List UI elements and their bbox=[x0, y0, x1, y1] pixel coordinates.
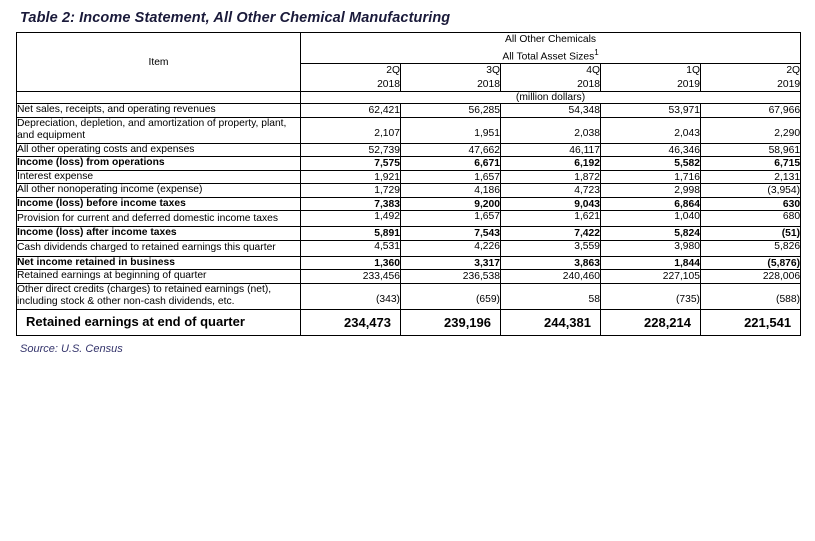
row-value: 6,715 bbox=[701, 157, 801, 171]
row-value: 2,038 bbox=[501, 117, 601, 143]
column-header-period-2 bbox=[401, 64, 501, 92]
period-quarter: 4Q bbox=[586, 65, 600, 77]
row-value: 4,723 bbox=[501, 184, 601, 198]
period-quarter: 2Q bbox=[386, 65, 400, 77]
row-value: 1,951 bbox=[401, 117, 501, 143]
row-label: Depreciation, depletion, and amortization of property, plant, and equipment bbox=[17, 117, 301, 143]
row-value: 5,891 bbox=[301, 227, 401, 241]
row-value: (588) bbox=[701, 283, 801, 309]
row-label: Retained earnings at beginning of quarter bbox=[17, 270, 301, 284]
row-value: 7,575 bbox=[301, 157, 401, 171]
row-value: 5,826 bbox=[701, 240, 801, 256]
row-value: 1,844 bbox=[601, 256, 701, 270]
row-value: 52,739 bbox=[301, 143, 401, 157]
column-header-period-5 bbox=[701, 64, 801, 92]
row-label: All other nonoperating income (expense) bbox=[17, 184, 301, 198]
period-year: 2019 bbox=[777, 78, 801, 90]
row-value: 53,971 bbox=[601, 104, 701, 118]
row-value: 6,671 bbox=[401, 157, 501, 171]
row-value: 227,105 bbox=[601, 270, 701, 284]
period-quarter: 2Q bbox=[786, 65, 801, 77]
row-value: 54,348 bbox=[501, 104, 601, 118]
table-group-header-row bbox=[17, 33, 801, 64]
group-header-line-2-text: All Total Asset Sizes bbox=[502, 51, 595, 63]
table-row bbox=[17, 157, 801, 171]
row-label: Interest expense bbox=[17, 170, 301, 184]
row-value: 1,657 bbox=[401, 170, 501, 184]
row-value: 233,456 bbox=[301, 270, 401, 284]
table-total-row bbox=[17, 309, 801, 335]
row-label: Net sales, receipts, and operating revenues bbox=[17, 104, 301, 118]
row-label: Net income retained in business bbox=[17, 256, 301, 270]
row-value: 2,290 bbox=[701, 117, 801, 143]
source-note: Source: U.S. Census bbox=[20, 342, 123, 355]
row-value: 67,966 bbox=[701, 104, 801, 118]
row-value: 62,421 bbox=[301, 104, 401, 118]
row-value: 240,460 bbox=[501, 270, 601, 284]
row-value: 1,921 bbox=[301, 170, 401, 184]
total-row-value: 228,214 bbox=[601, 309, 701, 335]
column-header-period-3 bbox=[501, 64, 601, 92]
row-value: 58 bbox=[501, 283, 601, 309]
period-year: 2018 bbox=[377, 78, 400, 90]
table-units-row bbox=[17, 92, 801, 104]
table-row bbox=[17, 170, 801, 184]
row-label: Income (loss) before income taxes bbox=[17, 197, 301, 211]
row-value: 1,621 bbox=[501, 211, 601, 227]
row-value: (343) bbox=[301, 283, 401, 309]
row-value: 1,040 bbox=[601, 211, 701, 227]
table-row bbox=[17, 143, 801, 157]
table-row bbox=[17, 197, 801, 211]
row-value: 680 bbox=[701, 211, 801, 227]
row-value: 6,192 bbox=[501, 157, 601, 171]
period-year: 2018 bbox=[477, 78, 500, 90]
row-value: 2,998 bbox=[601, 184, 701, 198]
column-header-item: Item bbox=[17, 33, 301, 92]
row-value: 3,559 bbox=[501, 240, 601, 256]
row-label: Other direct credits (charges) to retained earnings (net), including stock & other non-cash dividends, etc. bbox=[17, 283, 301, 309]
row-value: 7,543 bbox=[401, 227, 501, 241]
row-value: 9,043 bbox=[501, 197, 601, 211]
column-group-header bbox=[301, 33, 801, 64]
row-value: 3,863 bbox=[501, 256, 601, 270]
row-value: 56,285 bbox=[401, 104, 501, 118]
row-value: (735) bbox=[601, 283, 701, 309]
period-year: 2018 bbox=[577, 78, 600, 90]
row-value: (51) bbox=[701, 227, 801, 241]
column-header-period-4 bbox=[601, 64, 701, 92]
row-value: 58,961 bbox=[701, 143, 801, 157]
income-statement-table bbox=[16, 32, 801, 336]
group-header-line-2 bbox=[301, 46, 800, 63]
total-row-value: 221,541 bbox=[701, 309, 801, 335]
row-value: 7,422 bbox=[501, 227, 601, 241]
table-row bbox=[17, 256, 801, 270]
row-value: 1,872 bbox=[501, 170, 601, 184]
row-label: All other operating costs and expenses bbox=[17, 143, 301, 157]
period-year: 2019 bbox=[677, 78, 700, 90]
row-value: (5,876) bbox=[701, 256, 801, 270]
table-row bbox=[17, 283, 801, 309]
row-label: Cash dividends charged to retained earnings this quarter bbox=[17, 240, 301, 256]
table-row bbox=[17, 211, 801, 227]
row-value: 9,200 bbox=[401, 197, 501, 211]
table-row bbox=[17, 104, 801, 118]
row-value: 5,824 bbox=[601, 227, 701, 241]
row-value: 630 bbox=[701, 197, 801, 211]
row-label: Income (loss) from operations bbox=[17, 157, 301, 171]
table-row bbox=[17, 117, 801, 143]
units-note: (million dollars) bbox=[301, 92, 801, 104]
row-value: 47,662 bbox=[401, 143, 501, 157]
row-value: (659) bbox=[401, 283, 501, 309]
row-value: 4,531 bbox=[301, 240, 401, 256]
column-header-period-1 bbox=[301, 64, 401, 92]
row-value: 2,107 bbox=[301, 117, 401, 143]
row-value: 2,043 bbox=[601, 117, 701, 143]
row-value: 2,131 bbox=[701, 170, 801, 184]
row-value: 1,657 bbox=[401, 211, 501, 227]
row-value: 7,383 bbox=[301, 197, 401, 211]
total-row-label: Retained earnings at end of quarter bbox=[17, 309, 301, 335]
period-quarter: 3Q bbox=[486, 65, 500, 77]
row-value: 3,317 bbox=[401, 256, 501, 270]
total-row-value: 239,196 bbox=[401, 309, 501, 335]
table-row bbox=[17, 270, 801, 284]
row-value: 46,117 bbox=[501, 143, 601, 157]
total-row-value: 234,473 bbox=[301, 309, 401, 335]
row-value: 5,582 bbox=[601, 157, 701, 171]
period-quarter: 1Q bbox=[686, 65, 700, 77]
table-row bbox=[17, 240, 801, 256]
row-value: (3,954) bbox=[701, 184, 801, 198]
row-value: 1,729 bbox=[301, 184, 401, 198]
total-row-value: 244,381 bbox=[501, 309, 601, 335]
row-label: Income (loss) after income taxes bbox=[17, 227, 301, 241]
row-value: 3,980 bbox=[601, 240, 701, 256]
row-value: 228,006 bbox=[701, 270, 801, 284]
row-label: Provision for current and deferred domestic income taxes bbox=[17, 211, 301, 227]
row-value: 236,538 bbox=[401, 270, 501, 284]
row-value: 6,864 bbox=[601, 197, 701, 211]
units-row-blank-cell bbox=[17, 92, 301, 104]
group-header-line-1: All Other Chemicals bbox=[505, 34, 597, 45]
table-row bbox=[17, 184, 801, 198]
table-row bbox=[17, 227, 801, 241]
row-value: 4,186 bbox=[401, 184, 501, 198]
footnote-marker: 1 bbox=[594, 48, 599, 57]
row-value: 46,346 bbox=[601, 143, 701, 157]
row-value: 1,716 bbox=[601, 170, 701, 184]
row-value: 1,492 bbox=[301, 211, 401, 227]
row-value: 4,226 bbox=[401, 240, 501, 256]
page-title: Table 2: Income Statement, All Other Chemical Manufacturing bbox=[20, 10, 451, 26]
row-value: 1,360 bbox=[301, 256, 401, 270]
